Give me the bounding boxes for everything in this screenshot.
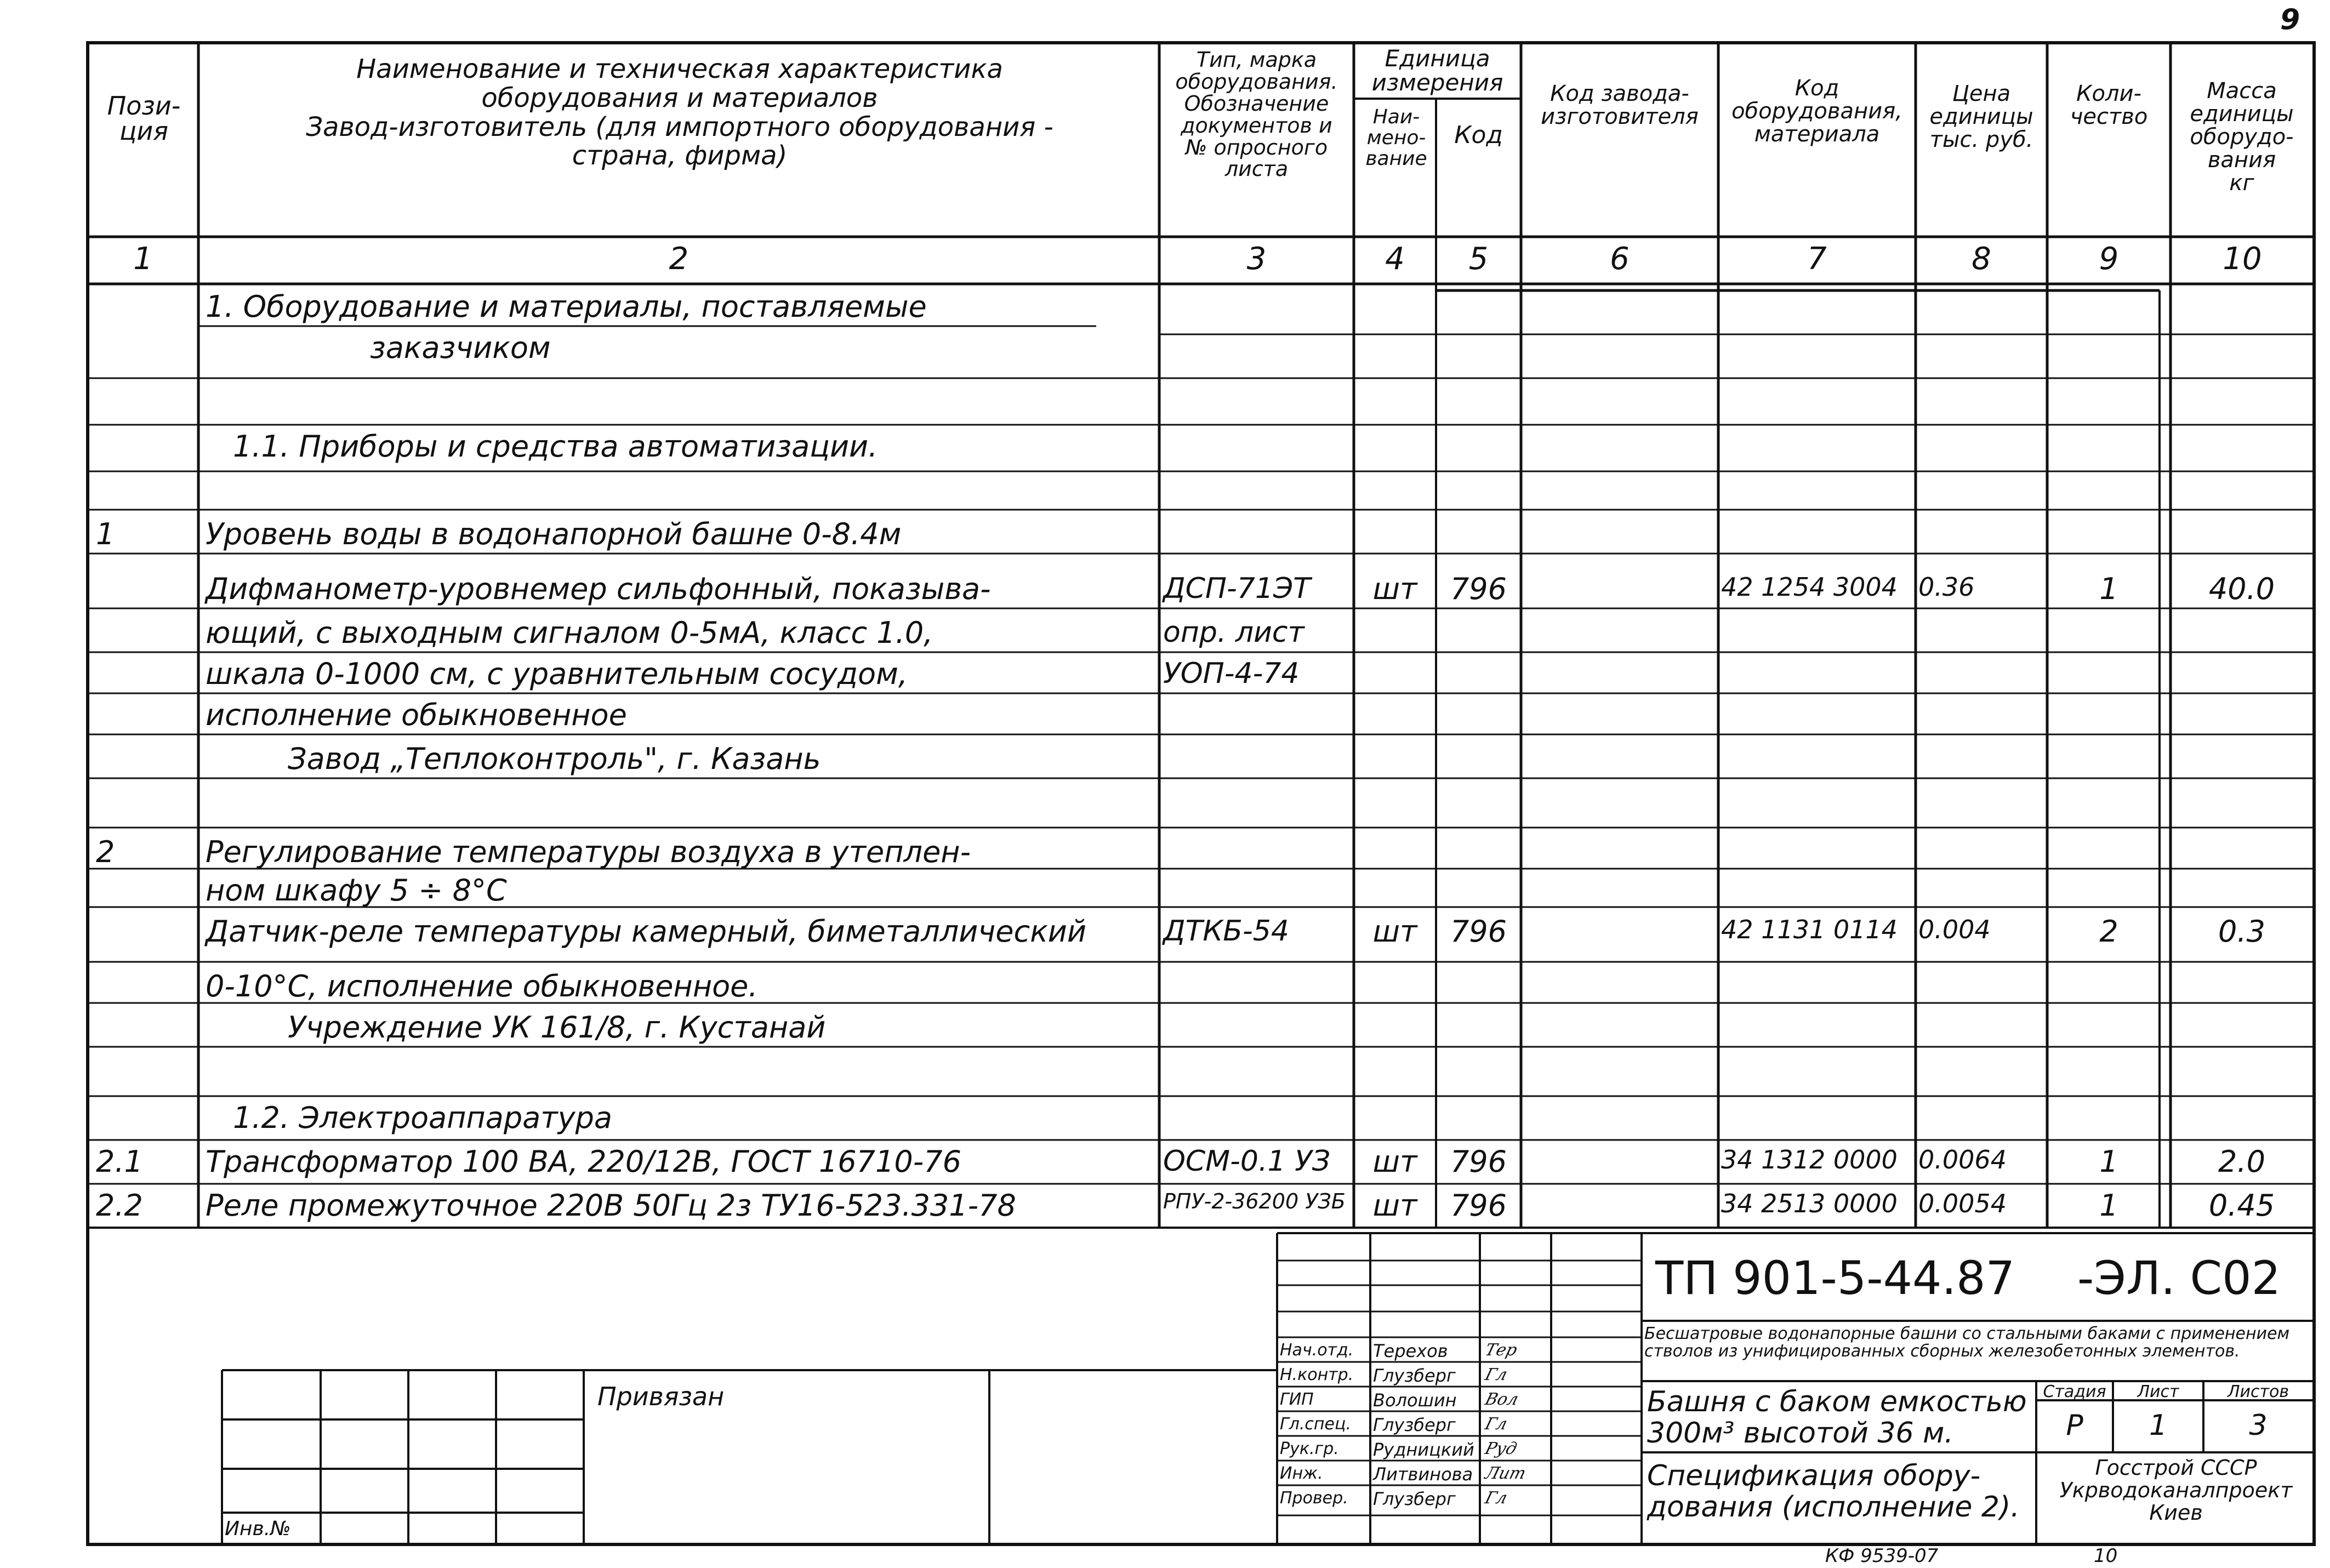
col-num-10: 10 bbox=[2223, 241, 2262, 277]
signer-role: Нач.отд. bbox=[1280, 1341, 1354, 1360]
cell-price: 0.36 bbox=[1918, 572, 1975, 602]
cell-name: исполнение обыкновенное bbox=[206, 698, 627, 732]
col-num-1: 1 bbox=[133, 241, 153, 277]
header-type: Тип, марка оборудования. Обозначение документов и № опросного листа bbox=[1175, 48, 1338, 181]
cell-type: опр. лист bbox=[1163, 616, 1304, 649]
header-unit-name: Наи- мено- вание bbox=[1365, 106, 1427, 170]
col-num-6: 6 bbox=[1610, 241, 1630, 277]
signer-sign: Гл bbox=[1483, 1415, 1509, 1434]
cell-code: 796 bbox=[1450, 1144, 1507, 1179]
header-quantity: Коли- чество bbox=[2070, 81, 2148, 129]
cell-name: ном шкафу 5 ÷ 8°С bbox=[206, 873, 507, 908]
cell-price: 0.004 bbox=[1918, 915, 1991, 944]
spec-title: Спецификация обору- дования (исполнение 2). bbox=[1647, 1459, 2020, 1524]
sheet-label: Лист bbox=[2137, 1382, 2179, 1401]
cell-type: УОП-4-74 bbox=[1163, 657, 1300, 690]
signer-sign: Лит bbox=[1483, 1464, 1528, 1483]
cell-unit: шт bbox=[1372, 1188, 1417, 1223]
signer-role: Провер. bbox=[1280, 1489, 1348, 1508]
cell-type: ДТКБ-54 bbox=[1163, 915, 1289, 948]
cell-name: Уровень воды в водонапорной башне 0-8.4м bbox=[206, 517, 902, 551]
signer-role: Инж. bbox=[1280, 1464, 1323, 1483]
signer-name: Волошин bbox=[1373, 1390, 1457, 1411]
col-num-7: 7 bbox=[1807, 241, 1827, 277]
doc-code: ТП 901-5-44.87 bbox=[1655, 1251, 2015, 1305]
header-maker-code: Код завода- изготовителя bbox=[1541, 81, 1699, 129]
cell-qty: 2 bbox=[2099, 914, 2118, 949]
signer-sign: Гл bbox=[1483, 1489, 1509, 1508]
cell-pos: 2.2 bbox=[96, 1188, 143, 1223]
cell-name: ющий, с выходным сигналом 0-5мА, класс 1.0, bbox=[206, 615, 933, 650]
cell-price: 0.0054 bbox=[1918, 1189, 2007, 1218]
stage-value: Р bbox=[2066, 1409, 2083, 1442]
signer-sign: Руд bbox=[1483, 1439, 1519, 1458]
cell-name: 0-10°С, исполнение обыкновенное. bbox=[206, 969, 758, 1003]
cell-mass: 40.0 bbox=[2208, 572, 2275, 606]
sheets-value: 3 bbox=[2249, 1409, 2268, 1442]
signer-name: Рудницкий bbox=[1373, 1439, 1474, 1460]
cell-name: заказчиком bbox=[370, 330, 551, 365]
project-description: Бесшатровые водонапорные башни со стальными баками с применением стволов из унифицированных сборных железобетонных элементов. bbox=[1644, 1324, 2290, 1361]
cell-name: 1.1. Приборы и средства автоматизации. bbox=[233, 429, 878, 464]
cell-code: 796 bbox=[1450, 572, 1507, 606]
cell-name: Трансформатор 100 ВА, 220/12В, ГОСТ 16710-76 bbox=[206, 1144, 961, 1179]
cell-unit: шт bbox=[1372, 1144, 1417, 1179]
signer-role: Н.контр. bbox=[1280, 1365, 1354, 1384]
sheet-title: Башня с баком емкостью 300м³ высотой 36 м. bbox=[1647, 1385, 2027, 1450]
header-unit-code: Код bbox=[1454, 121, 1503, 149]
signer-role: ГИП bbox=[1280, 1390, 1314, 1409]
cell-qty: 1 bbox=[2099, 572, 2118, 606]
signer-name: Глузберг bbox=[1373, 1489, 1456, 1509]
cell-pos: 1 bbox=[96, 517, 115, 551]
signer-name: Глузберг bbox=[1373, 1415, 1456, 1435]
signer-name: Литвинова bbox=[1373, 1464, 1473, 1485]
bottom-code: КФ 9539-07 bbox=[1825, 1545, 1939, 1567]
cell-pos: 2 bbox=[96, 835, 115, 869]
cell-type: ОСМ-0.1 УЗ bbox=[1163, 1145, 1331, 1178]
cell-equip: 42 1131 0114 bbox=[1721, 915, 1898, 944]
cell-name: Дифманометр-уровнемер сильфонный, показыва- bbox=[206, 572, 991, 606]
cell-name: Реле промежуточное 220В 50Гц 2з ТУ16-523.331-78 bbox=[206, 1188, 1016, 1223]
col-num-5: 5 bbox=[1468, 241, 1489, 277]
cell-type: ДСП-71ЭТ bbox=[1163, 572, 1311, 605]
signer-role: Гл.спец. bbox=[1280, 1415, 1351, 1434]
cell-mass: 0.45 bbox=[2208, 1188, 2275, 1223]
header-mass: Масса единицы оборудо- вания кг bbox=[2190, 78, 2294, 196]
header-unit: Единица измерения bbox=[1371, 45, 1503, 96]
cell-name: Регулирование температуры воздуха в утеплен- bbox=[206, 835, 971, 869]
signer-name: Глузберг bbox=[1373, 1365, 1456, 1386]
header-position: Пози- ция bbox=[107, 91, 181, 146]
page-number: 9 bbox=[2280, 3, 2300, 36]
cell-qty: 1 bbox=[2099, 1188, 2118, 1223]
signer-name: Терехов bbox=[1373, 1341, 1448, 1361]
cell-mass: 0.3 bbox=[2218, 914, 2265, 949]
doc-suffix: -ЭЛ. С02 bbox=[2077, 1251, 2281, 1305]
cell-mass: 2.0 bbox=[2218, 1144, 2265, 1179]
col-num-4: 4 bbox=[1385, 241, 1405, 277]
header-name: Наименование и техническая характеристика оборудования и материалов Завод-изготовитель (для импортного оборудования - страна, фирма) bbox=[306, 54, 1053, 172]
organization: Госстрой СССР Укрводоканалпроект Киев bbox=[2059, 1456, 2293, 1525]
stage-label: Стадия bbox=[2043, 1382, 2106, 1401]
cell-price: 0.0064 bbox=[1918, 1145, 2007, 1174]
cell-name: Завод „Теплоконтроль", г. Казань bbox=[288, 742, 821, 776]
cell-name: 1.2. Электроаппаратура bbox=[233, 1101, 612, 1135]
cell-code: 796 bbox=[1450, 914, 1507, 949]
cell-name: Датчик-реле температуры камерный, биметаллический bbox=[206, 914, 1087, 949]
col-num-9: 9 bbox=[2099, 241, 2119, 277]
cell-unit: шт bbox=[1372, 914, 1417, 949]
signer-sign: Тер bbox=[1483, 1341, 1519, 1360]
col-num-2: 2 bbox=[669, 241, 689, 277]
header-equipment-code: Код оборудования, материала bbox=[1731, 76, 1902, 147]
cell-name: шкала 0-1000 см, с уравнительным сосудом, bbox=[206, 657, 908, 691]
cell-qty: 1 bbox=[2099, 1144, 2118, 1179]
cell-equip: 34 2513 0000 bbox=[1721, 1189, 1898, 1218]
cell-unit: шт bbox=[1372, 572, 1417, 606]
cell-pos: 2.1 bbox=[96, 1144, 143, 1179]
col-num-8: 8 bbox=[1972, 241, 1991, 277]
cell-type: РПУ-2-36200 УЗБ bbox=[1163, 1189, 1346, 1213]
col-num-3: 3 bbox=[1246, 241, 1267, 277]
signer-sign: Вол bbox=[1483, 1390, 1521, 1409]
cell-name: 1. Оборудование и материалы, поставляемые bbox=[206, 289, 927, 324]
signer-role: Рук.гр. bbox=[1280, 1439, 1339, 1458]
cell-equip: 34 1312 0000 bbox=[1721, 1145, 1898, 1174]
signer-sign: Гл bbox=[1483, 1365, 1509, 1384]
bound-label: Привязан bbox=[597, 1382, 725, 1411]
cell-equip: 42 1254 3004 bbox=[1721, 572, 1898, 602]
inventory-label: Инв.№ bbox=[225, 1518, 291, 1540]
bottom-page: 10 bbox=[2094, 1545, 2118, 1567]
cell-name: Учреждение УК 161/8, г. Кустанай bbox=[288, 1010, 826, 1045]
cell-code: 796 bbox=[1450, 1188, 1507, 1223]
sheet-value: 1 bbox=[2149, 1409, 2168, 1442]
header-price: Цена единицы тыс. руб. bbox=[1929, 81, 2033, 152]
sheets-label: Листов bbox=[2227, 1382, 2289, 1401]
